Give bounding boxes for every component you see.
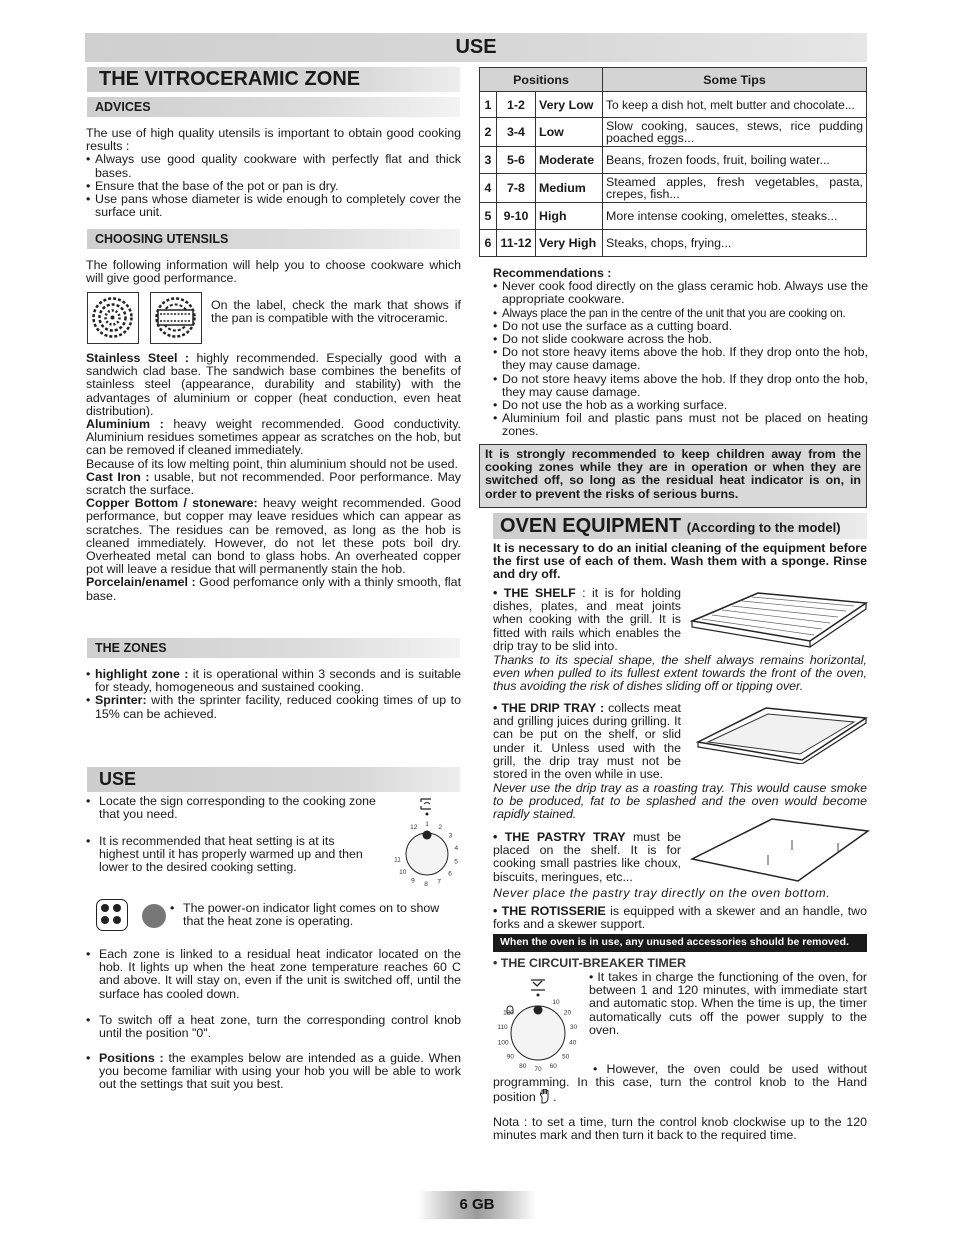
switch-off-text: • To switch off a heat zone, turn the corresponding control knob until the position "0".	[86, 1014, 461, 1040]
list-item: • Use pans whose diameter is wide enough to completely cover the surface unit.	[86, 193, 461, 219]
table-header-positions: Positions	[480, 68, 603, 92]
knob-number-label: 7	[437, 878, 442, 886]
timer-number-label: 100	[497, 1039, 509, 1047]
list-item: • Aluminium foil and plastic pans must not be placed on heating zones.	[493, 412, 868, 438]
pastry-tray-text: • THE PASTRY TRAY must be placed on the shelf. It is for cooking small pastries like choux, biscuits, meringues, etc...	[493, 830, 681, 884]
material-cast-iron: Cast Iron : usable, but not recommended. Poor performance. May scratch the surface.	[86, 469, 461, 498]
timer-number-label: 70	[534, 1066, 542, 1074]
list-item: • Ensure that the base of the pot or pan is dry.	[86, 180, 461, 193]
knob-number-label: 6	[448, 870, 452, 878]
nota-text: Nota : to set a time, turn the control knob clockwise up to the 120 minutes mark and then turn it back to the required time.	[493, 1115, 867, 1143]
material-stainless: Stainless Steel : highly recommended. Especially good with a sandwich clad base. The sandwich base combines the benefits of stainless steel (appearance, durability and stability) with the advantages of aluminium or copper (heat conduction, even heat distribution).	[86, 351, 461, 418]
choosing-intro: The following information will help you to choose cookware which will give good performance.	[86, 258, 461, 286]
timer-number-label: 80	[519, 1062, 527, 1070]
material-aluminium-note: Because of its low melting point, thin aluminium should not be used.	[86, 456, 458, 471]
drip-tray-text: • THE DRIP TRAY : collects meat and grilling juices during grilling. It can be put on the shelf, or slid under it. Unless used with the grill, the drip tray must not be stored in the oven while in use.	[493, 701, 682, 782]
drip-tray-note: Never use the drip tray as a roasting tray. This would cause smoke to be produced, fat to be splashed and the oven would become rapidly stained.	[493, 781, 867, 822]
table-row: 6 11-12 Very High Steaks, chops, frying...	[480, 230, 867, 257]
label-check-text: On the label, check the mark that shows if the pan is compatible with the vitroceramic.	[211, 298, 461, 326]
oven-title-sub: (According to the model)	[686, 520, 841, 535]
timer-number-label: 50	[561, 1053, 570, 1061]
pastry-tray-note: Never place the pastry tray directly on the oven bottom.	[493, 886, 831, 900]
residual-heat-text: • Each zone is linked to a residual heat indicator located on the hob. It lights up when the heat zone temperature reaches 60 C and above. It will stay on, even if the unit is switched off, until the surface has cooled down.	[86, 948, 461, 1001]
list-item: • Always place the pan in the centre of the unit that you are cooking on.	[493, 307, 868, 320]
vitroceramic-compatible-icon	[150, 292, 202, 344]
page-header: USE	[85, 33, 867, 62]
knob-number-label: 3	[448, 832, 453, 840]
accessories-warning-bar: When the oven is in use, any unused accessories should be removed.	[493, 934, 867, 952]
knob-number-label: 4	[454, 844, 459, 852]
table-row: 4 7-8 Medium Steamed apples, fresh vegetables, pasta, crepes, fish...	[480, 174, 867, 203]
oven-intro: It is necessary to do an initial cleaning of the equipment before the first use of each of them. Wash them with a sponge. Rinse and dry off.	[493, 541, 867, 582]
list-item: • Do not slide cookware across the hob.	[493, 333, 868, 346]
use-title: USE	[87, 767, 460, 792]
knob-number-label: 2	[438, 824, 443, 832]
oven-title-main: OVEN EQUIPMENT	[500, 515, 682, 537]
hob-control-knob	[386, 793, 466, 893]
timer-knob	[493, 970, 589, 1074]
timer-title: • THE CIRCUIT-BREAKER TIMER	[493, 956, 686, 970]
indicator-text: • The power-on indicator light comes on to show that the heat zone is operating.	[170, 902, 461, 928]
vitroceramic-title: THE VITROCERAMIC ZONE	[87, 67, 460, 92]
timer-number-label: 40	[569, 1039, 577, 1047]
knob-number-label: 9	[411, 877, 415, 885]
zones-heading: THE ZONES	[87, 638, 460, 658]
timer-number-label: 30	[569, 1023, 578, 1031]
use-step-locate: • Locate the sign corresponding to the cooking zone that you need.	[86, 795, 376, 821]
table-header-tips: Some Tips	[603, 68, 867, 92]
table-row: 1 1-2 Very Low To keep a dish hot, melt butter and chocolate...	[480, 92, 867, 118]
children-warning-box: It is strongly recommended to keep children away from the cooking zones while they are in operation or when they are switched off, so long as the residual heat indicator is on, in order to prevent the risks of serious burns.	[479, 444, 867, 508]
advices-heading: ADVICES	[87, 97, 460, 117]
list-item: • Never cook food directly on the glass ceramic hob. Always use the appropriate cookware.	[493, 280, 868, 306]
material-porcelain: Porcelain/enamel : Good perfomance only with a thinly smooth, flat base.	[86, 575, 462, 603]
pastry-tray-illustration	[688, 815, 872, 885]
indicator-light-icon	[142, 904, 166, 928]
timer-number-label: 120	[503, 1009, 514, 1017]
list-item: • Do not use the hob as a working surface.	[493, 399, 868, 412]
advices-text	[86, 127, 461, 219]
coil-compatible-icon	[87, 292, 139, 344]
shelf-illustration	[690, 583, 870, 651]
timer-text-2: • However, the oven could be used without programming. In this case, turn the control knob to the Hand position .	[493, 1063, 867, 1108]
knob-number-label: 11	[394, 856, 401, 864]
timer-number-label: 110	[497, 1023, 508, 1031]
zone-sprinter: • Sprinter: with the sprinter facility, reduced cooking times of up to 15% can be achieved.	[86, 694, 461, 720]
zone-highlight: • highlight zone : it is operational within 3 seconds and is suitable for steady, homogeneous and sustained cooking.	[86, 668, 461, 694]
material-aluminium: Aluminium : heavy weight recommended. Good conductivity. Aluminium residues sometimes appear as scratches on the hob, but can be removed if cleaned immediately.	[86, 417, 461, 458]
zones-text	[86, 668, 461, 721]
timer-number-label: 10	[552, 999, 560, 1006]
list-item: • Do not store heavy items above the hob. If they drop onto the hob, they may cause damage.	[493, 346, 868, 372]
recommendations-title: Recommendations :	[493, 266, 612, 280]
oven-equipment-title	[493, 513, 867, 539]
materials-text	[86, 352, 461, 603]
hand-icon	[539, 1089, 553, 1107]
knob-number-label: 8	[424, 881, 428, 889]
timer-number-label: 60	[549, 1062, 557, 1070]
advices-list	[86, 153, 461, 219]
positions-text: • Positions : the examples below are intended as a guide. When you become familiar with using your hob you will be able to work out the settings that suit you best.	[86, 1052, 461, 1092]
list-item: • Do not use the surface as a cutting board.	[493, 320, 868, 333]
drip-tray-illustration	[694, 704, 870, 764]
timer-text-1: • It takes in charge the functioning of the oven, for between 1 and 120 minutes, with immediate start and automatic stop. When the time is up, the timer automatically cuts off the power supply to the oven.	[589, 970, 867, 1037]
rotisserie-text: • THE ROTISSERIE is equipped with a skewer and an handle, two forks and a skewer support.	[493, 904, 867, 932]
shelf-note: Thanks to its special shape, the shelf always remains horizontal, even when pulled to its fullest extent towards the front of the oven, thus avoiding the risk of dishes sliding off or tipping over.	[493, 653, 867, 694]
advices-intro: The use of high quality utensils is important to obtain good cooking results :	[86, 126, 461, 154]
hob-zones-icon	[96, 899, 128, 931]
table-row: 2 3-4 Low Slow cooking, sauces, stews, rice pudding poached eggs...	[480, 118, 867, 147]
list-item: • Always use good quality cookware with perfectly flat and thick bases.	[86, 153, 461, 179]
choosing-utensils-heading: CHOOSING UTENSILS	[87, 229, 460, 249]
material-copper: Copper Bottom / stoneware: heavy weight recommended. Good performance, but copper may leave residues which can appear as scratches. The residues can be removed, as long as the hob is cleaned immediately. However, do not let these pots boil dry. Overheated metal can bond to glass hobs. An overheated copper pot will leave a residue that will permanently stain the hob.	[86, 496, 461, 577]
table-row: 3 5-6 Moderate Beans, frozen foods, fruit, boiling water...	[480, 147, 867, 174]
recommendations	[493, 267, 868, 439]
use-step-heat: • It is recommended that heat setting is at its highest until it has properly warmed up and then lower to the desired cooking setting.	[86, 835, 376, 875]
knob-number-label: 5	[454, 858, 458, 866]
knob-number-label: 10	[399, 868, 407, 876]
list-item: • Do not store heavy items above the hob. If they drop onto the hob, they may cause damage.	[493, 373, 868, 399]
knob-number-label: 12	[410, 824, 418, 832]
page-number: 6 GB	[418, 1191, 536, 1219]
knob-number-label: 1	[425, 821, 429, 829]
timer-number-label: 20	[563, 1009, 572, 1017]
timer-number-label: 90	[506, 1053, 515, 1061]
shelf-text: • THE SHELF : it is for holding dishes, plates, and meat joints when cooking with the grill. It is fitted with rails which enables the drip tray to be slid into.	[493, 586, 681, 653]
positions-table	[479, 67, 867, 257]
table-row: 5 9-10 High More intense cooking, omelettes, steaks...	[480, 203, 867, 230]
